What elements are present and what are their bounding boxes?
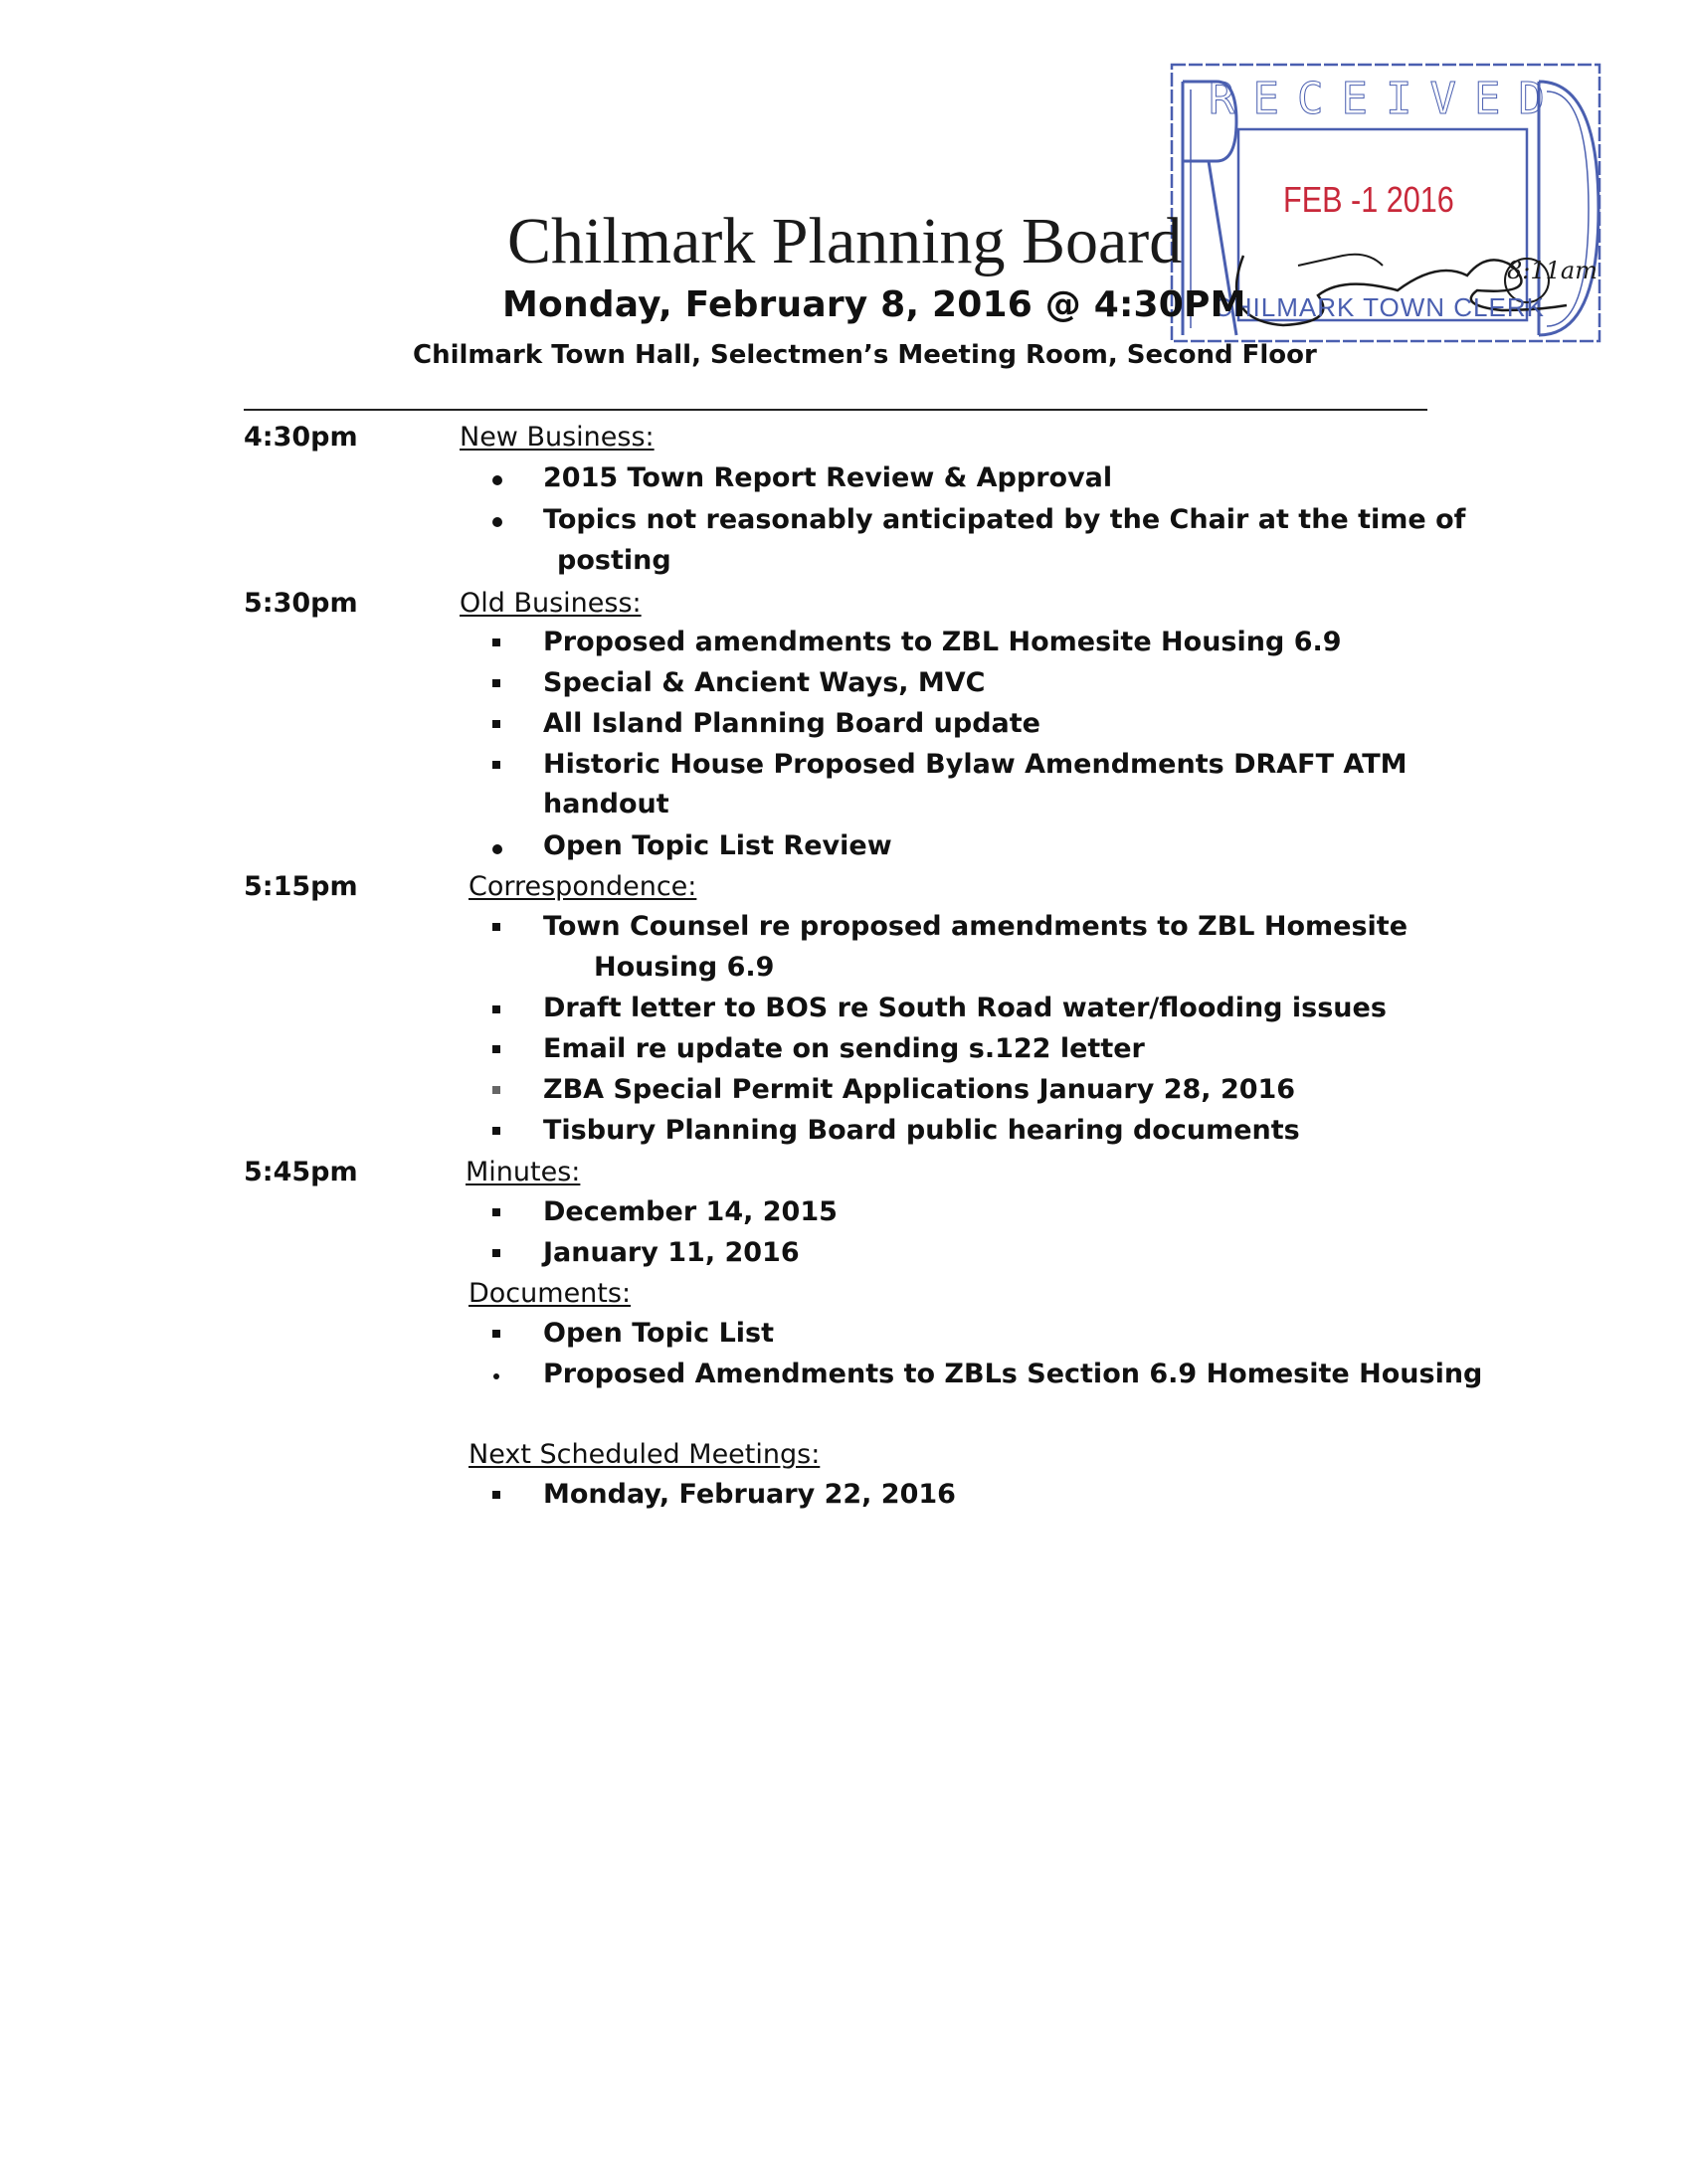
bullet: [492, 1127, 500, 1135]
agenda-item: Draft letter to BOS re South Road water/flooding issues: [543, 993, 1387, 1023]
agenda-item: Special & Ancient Ways, MVC: [543, 667, 986, 698]
agenda-item: Topics not reasonably anticipated by the Chair at the time of: [543, 504, 1466, 535]
agenda-item: January 11, 2016: [543, 1237, 800, 1268]
bullet: [492, 923, 500, 931]
bullet: [492, 761, 500, 769]
agenda-item-continuation: posting: [557, 545, 671, 576]
stamp-received-text: RECEIVED: [1209, 74, 1563, 124]
header-divider: [244, 409, 1427, 411]
agenda-item: Proposed amendments to ZBL Homesite Housing 6.9: [543, 627, 1342, 657]
board-title: Chilmark Planning Board: [507, 205, 1183, 277]
bullet: [492, 1005, 500, 1013]
agenda-item: December 14, 2015: [543, 1196, 838, 1227]
agenda-item: Proposed Amendments to ZBLs Section 6.9 Homesite Housing: [543, 1359, 1483, 1389]
stamp-clerk: CHILMARK TOWN CLERK: [1214, 292, 1545, 322]
stamp-date: FEB -1 2016: [1283, 179, 1454, 220]
agenda-item: Monday, February 22, 2016: [543, 1479, 956, 1510]
bullet: [492, 1208, 500, 1216]
agenda-item: All Island Planning Board update: [543, 708, 1040, 739]
agenda-item: Email re update on sending s.122 letter: [543, 1033, 1145, 1064]
time-new-business: 4:30pm: [244, 422, 358, 453]
bullet: [492, 1330, 500, 1338]
meeting-location: Chilmark Town Hall, Selectmen’s Meeting Room, Second Floor: [413, 340, 1317, 370]
heading-new-business: New Business:: [460, 422, 655, 453]
bullet: [492, 1086, 500, 1094]
agenda-item: Open Topic List Review: [543, 830, 892, 861]
bullet: [492, 475, 502, 485]
bullet: [492, 1491, 500, 1499]
agenda-item: Open Topic List: [543, 1318, 775, 1349]
agenda-item: Historic House Proposed Bylaw Amendments DRAFT ATM: [543, 749, 1408, 780]
heading-old-business: Old Business:: [460, 588, 642, 619]
time-old-business: 5:30pm: [244, 588, 358, 619]
time-minutes: 5:45pm: [244, 1157, 358, 1187]
bullet: [492, 1045, 500, 1053]
heading-correspondence: Correspondence:: [469, 871, 697, 902]
agenda-item: Tisbury Planning Board public hearing documents: [543, 1115, 1300, 1146]
bullet: [492, 1249, 500, 1257]
heading-documents: Documents:: [469, 1278, 632, 1309]
bullet: [493, 1373, 499, 1379]
bullet: [492, 517, 502, 527]
heading-next-meetings: Next Scheduled Meetings:: [469, 1439, 821, 1470]
stamp-time-note: 8:11am: [1507, 257, 1597, 284]
bullet: [492, 638, 500, 646]
agenda-item: Town Counsel re proposed amendments to ZBL Homesite: [543, 911, 1409, 942]
heading-minutes: Minutes:: [466, 1157, 581, 1187]
agenda-item: ZBA Special Permit Applications January 28, 2016: [543, 1074, 1296, 1105]
bullet: [492, 720, 500, 728]
agenda-item: 2015 Town Report Review & Approval: [543, 462, 1113, 493]
agenda-item-continuation: Housing 6.9: [594, 952, 775, 983]
bullet: [492, 844, 502, 854]
bullet: [492, 679, 500, 687]
meeting-date: Monday, February 8, 2016 @ 4:30PM: [502, 284, 1246, 325]
agenda-item-continuation: handout: [543, 789, 669, 819]
time-correspondence: 5:15pm: [244, 871, 358, 902]
